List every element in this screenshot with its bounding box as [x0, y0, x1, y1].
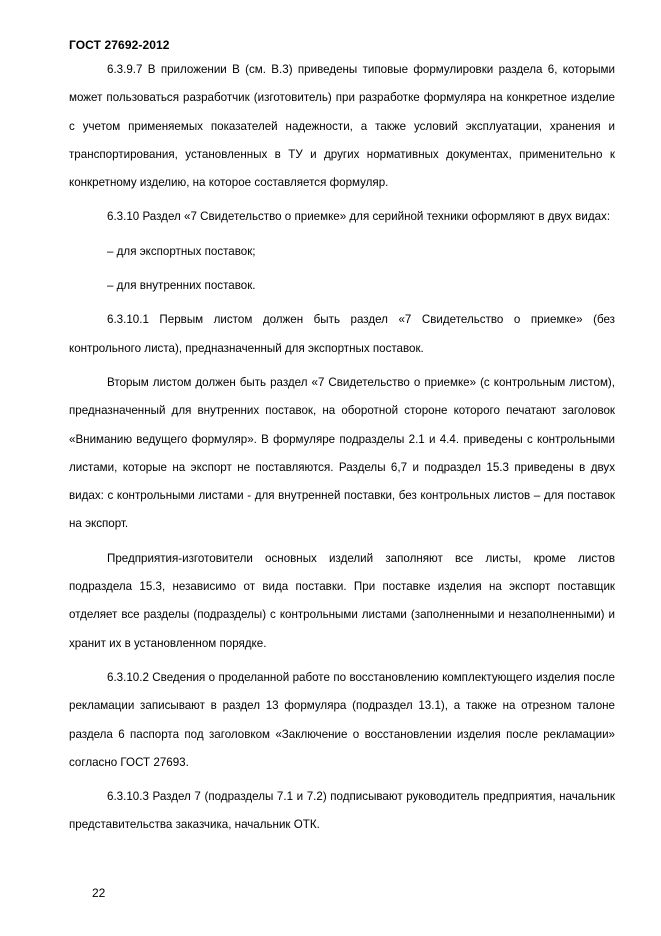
- paragraph-6-3-10-3: 6.3.10.3 Раздел 7 (подразделы 7.1 и 7.2) подписывают руководитель предприятия, начальник представительства заказчика, начальник ОТК.: [69, 790, 615, 832]
- paragraph-6-3-10-2: 6.3.10.2 Сведения о проделанной работе по восстановлению комплектующего изделия после рекламации записывают в раздел 13 формуляра (подраздел 13.1), а также на отрезном талоне раздела 6 паспорта под заголовком «Заключение о восстановлении изделия после рекламации» согласно ГОСТ 27693.: [69, 670, 615, 769]
- document-body: [69, 56, 615, 846]
- list-item-export: – для экспортных поставок;: [107, 244, 256, 258]
- paragraph-6-3-10: 6.3.10 Раздел «7 Свидетельство о приемке» для серийной техники оформляют в двух видах:: [107, 210, 611, 224]
- paragraph-manufacturers: Предприятия-изготовители основных изделий заполняют все листы, кроме листов подраздела 15.3, независимо от вида поставки. При поставке изделия на экспорт поставщик отделяет все разделы (подразделы) с контрольными листами (заполненными и незаполненными) и хранит их в установленном порядке.: [69, 551, 615, 650]
- paragraph-second-sheet: Вторым листом должен быть раздел «7 Свидетельство о приемке» (с контрольным листом), предназначенный для внутренних поставок, на оборотной стороне которого печатают заголовок «Вниманию ведущего формуляр». В формуляре подразделы 2.1 и 4.4. приведены с контрольными листами, которые на экспорт не поставляются. Разделы 6,7 и подраздел 15.3 приведены в двух видах: с контрольными листами - для внутренней поставки, без контрольных листов – для поставок на экспорт.: [69, 375, 615, 531]
- list-item-domestic: – для внутренних поставок.: [107, 279, 256, 293]
- document-code-header: ГОСТ 27692-2012: [69, 38, 170, 52]
- page-number: 22: [92, 886, 106, 900]
- paragraph-6-3-10-1: 6.3.10.1 Первым листом должен быть раздел «7 Свидетельство о приемке» (без контрольного листа), предназначенный для экспортных поставок.: [69, 313, 615, 355]
- paragraph-6-3-9-7: 6.3.9.7 В приложении В (см. В.3) приведены типовые формулировки раздела 6, которыми может пользоваться разработчик (изготовитель) при разработке формуляра на конкретное изделие с учетом применяемых показателей надежности, а также условий эксплуатации, хранения и транспортирования, установленных в ТУ и других нормативных документах, применительно к конкретному изделию, на которое составляется формуляр.: [69, 63, 615, 190]
